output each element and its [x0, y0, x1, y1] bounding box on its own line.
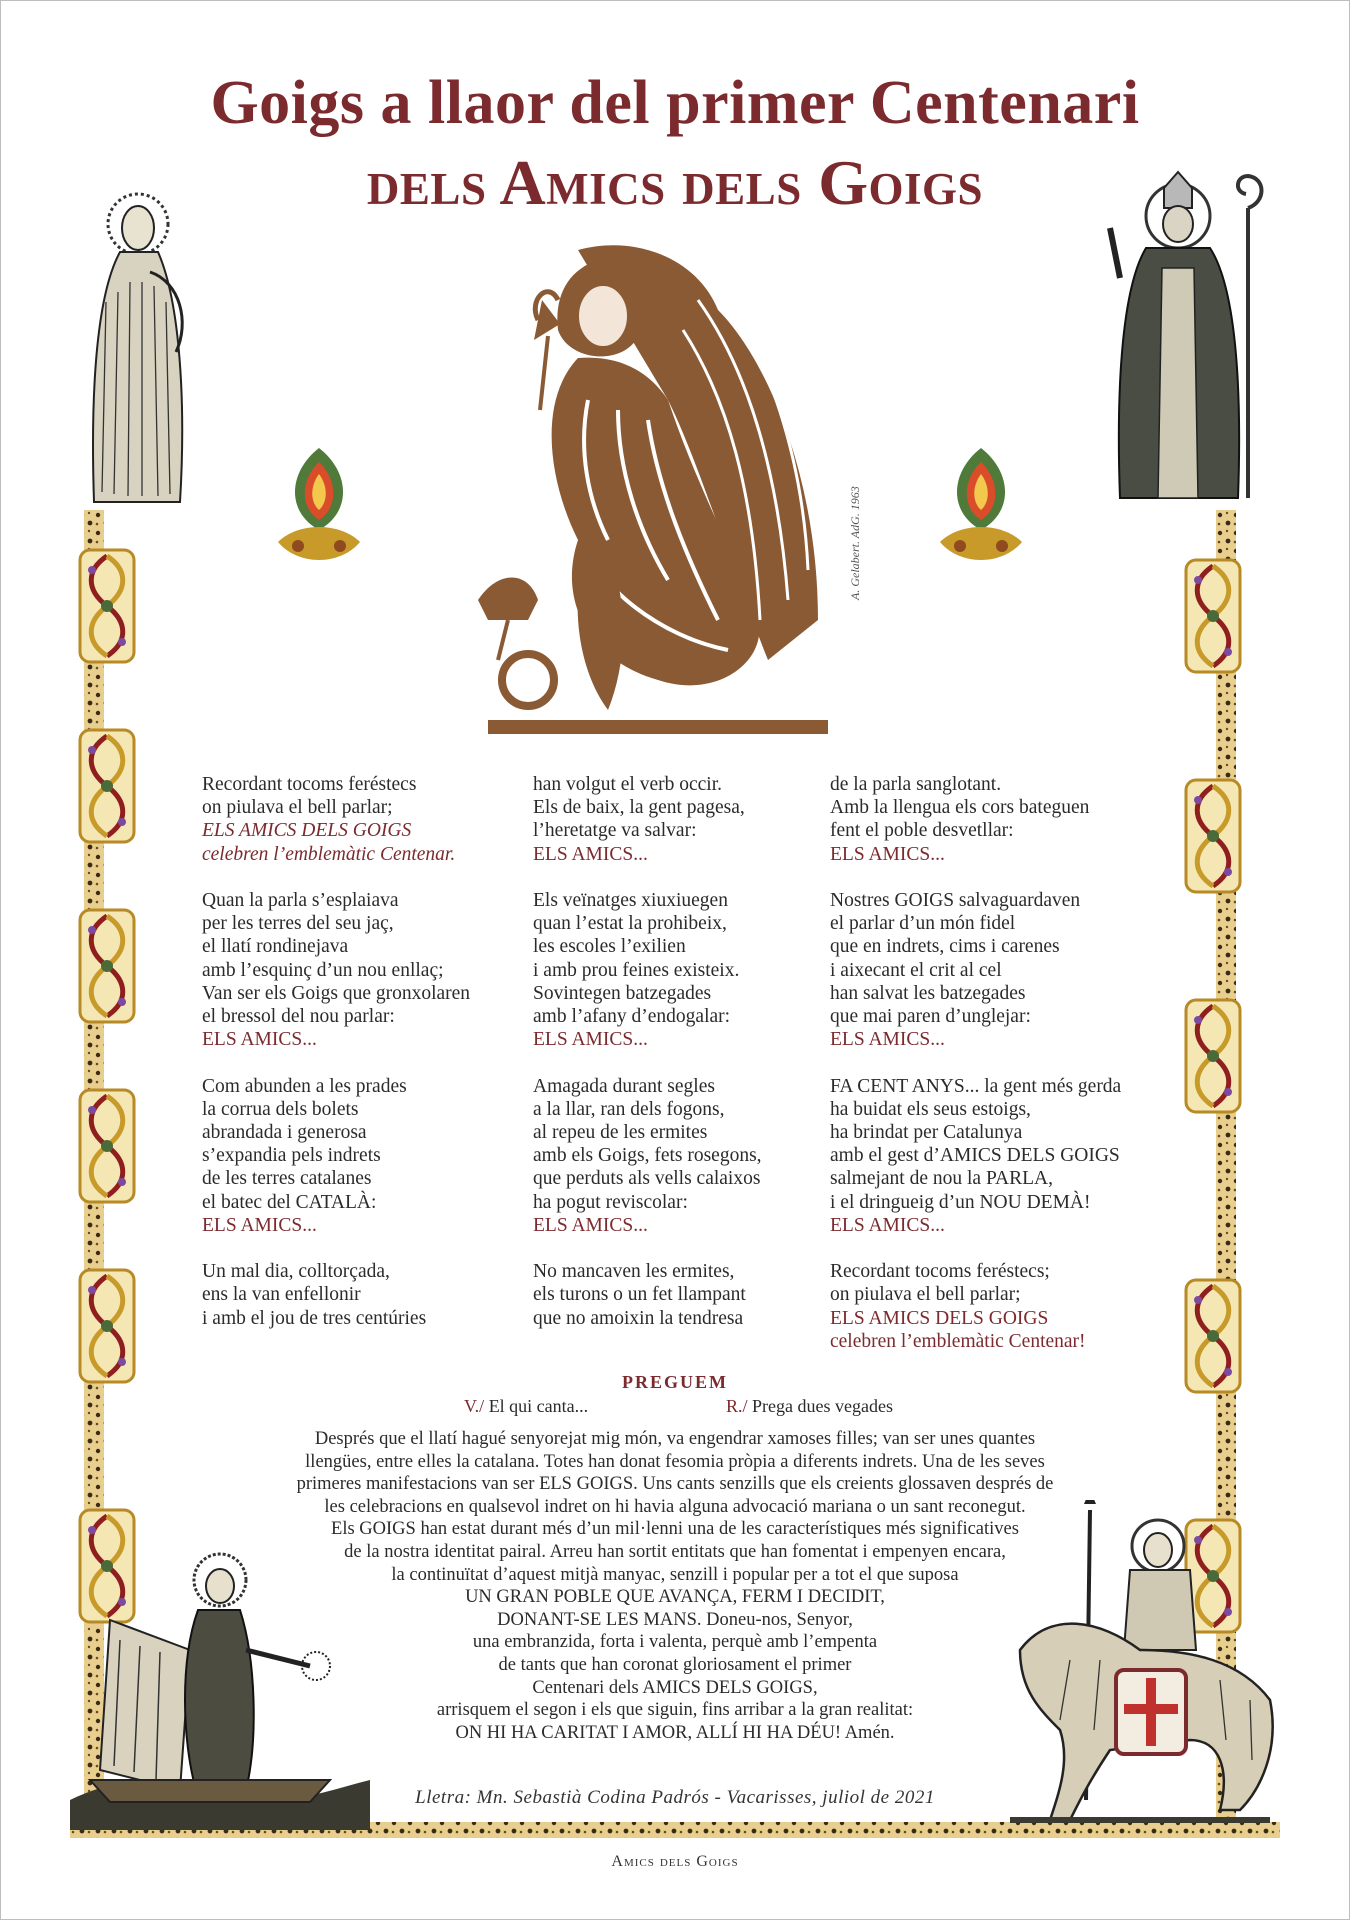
prayer-line: UN GRAN POBLE QUE AVANÇA, FERM I DECIDIT, [465, 1587, 885, 1608]
verse-line: que en indrets, cims i carenes [830, 936, 1060, 958]
verse-line: Els veïnatges xiuxiuegen [533, 890, 728, 911]
prayer-line: una embranzida, forta i valenta, perquè amb l’empenta [472, 1632, 878, 1653]
verse-line: Quan la parla s’esplaiava [202, 890, 399, 911]
stanza [533, 889, 762, 1051]
response [726, 1396, 893, 1417]
stanza [202, 1260, 470, 1330]
verse-line: salmejant de nou la PARLA, [830, 1168, 1053, 1190]
verse-line: han salvat les batzegades [830, 982, 1026, 1004]
prayer-line: ON HI HA CARITAT I AMOR, ALLÍ HI HA DÉU! Amén. [455, 1722, 895, 1743]
verse-line: ens la van enfellonir [202, 1284, 361, 1306]
verse-line: amb l’afany d’endogalar: [533, 1006, 731, 1028]
prayer-line: primeres manifestacions van ser ELS GOIGS. Uns cants senzills que els creients glossaven després de [296, 1474, 1054, 1495]
refrain-line: ELS AMICS... [830, 843, 945, 865]
refrain-line: celebren l’emblemàtic Centenar. [202, 843, 456, 865]
refrain-line: ELS AMICS... [533, 843, 648, 865]
verse-line: ha buidat els seus estoigs, [830, 1098, 1031, 1120]
angel-woodcut [468, 240, 854, 740]
verse-column-1 [202, 773, 470, 1353]
stanza [830, 773, 1121, 866]
verse-line: Amb la llengua els cors bateguen [830, 797, 1090, 819]
prayer-line: de tants que han coronat gloriosament el primer [498, 1654, 852, 1675]
verse-line: el llatí rondinejava [202, 936, 349, 958]
prayer-line: Centenari dels AMICS DELS GOIGS, [532, 1677, 818, 1698]
verse-line: a la llar, ran dels fogons, [533, 1098, 725, 1120]
verse-line: Un mal dia, colltorçada, [202, 1261, 390, 1283]
illustration-credit: A. Gelabert. AdG. 1963 [848, 486, 862, 600]
verse-line: quan l’estat la prohibeix, [533, 913, 727, 935]
verse-line: on piulava el bell parlar; [830, 1284, 1021, 1306]
verse-line: ha brindat per Catalunya [830, 1122, 1023, 1144]
verse-line: Recordant tocoms feréstecs; [830, 1261, 1050, 1283]
prayer-line: de la nostra identitat pairal. Arreu han sortit entitats que han fomentat i empenyen encara, [344, 1541, 1006, 1562]
verse-line: que no amoixin la tendresa [533, 1307, 744, 1329]
verse-line: la corrua dels bolets [202, 1098, 359, 1120]
verse-line: les escoles l’exilien [533, 936, 686, 958]
verse-line: s’expandia pels indrets [202, 1145, 381, 1167]
verse-line: Van ser els Goigs que gronxolaren [202, 982, 471, 1004]
verse-line: han volgut el verb occir. [533, 774, 722, 795]
bishop-saint-woodcut [1098, 168, 1268, 508]
title-line-2: dels Amics dels Goigs [366, 147, 984, 218]
verse-line: els turons o un fet llampant [533, 1284, 746, 1306]
verse-line: Els de baix, la gent pagesa, [533, 797, 745, 819]
verse-line: FA CENT ANYS... la gent més gerda [830, 1075, 1122, 1097]
verse-line: Sovintegen batzegades [533, 982, 712, 1004]
prayer-line: DONANT-SE LES MANS. Doneu-nos, Senyor, [497, 1609, 853, 1630]
verse-line: i aixecant el crit al cel [830, 959, 1002, 981]
refrain-line: ELS AMICS... [533, 1214, 648, 1236]
verse-line: Recordant tocoms feréstecs [202, 774, 417, 795]
stanza [830, 1260, 1121, 1353]
verse-line: el parlar d’un món fidel [830, 913, 1016, 935]
verse-line: amb els Goigs, fets rosegons, [533, 1145, 762, 1167]
prayer-line: arrisquem el segon i els que siguin, fins arribar a la gran realitat: [436, 1700, 914, 1721]
hermit-saint-woodcut [80, 182, 200, 512]
title-line-1: Goigs a llaor del primer Centenari [210, 69, 1140, 137]
verse-line: abrandada i generosa [202, 1122, 367, 1144]
verse-line: de la parla sanglotant. [830, 774, 1002, 795]
response-text: Prega dues vegades [752, 1396, 893, 1416]
stanza [202, 889, 470, 1051]
refrain-line: ELS AMICS DELS GOIGS [830, 1307, 1049, 1329]
prayer-line: Els GOIGS han estat durant més d’un mil·lenni una de les característiques més significatives [331, 1519, 1019, 1540]
verse-line: fent el poble desvetllar: [830, 820, 1014, 842]
refrain-line: ELS AMICS... [830, 1214, 945, 1236]
verse-line: al repeu de les ermites [533, 1122, 708, 1144]
verse-line: de les terres catalanes [202, 1168, 372, 1190]
prayer-heading: PREGUEM [622, 1372, 728, 1392]
stanza [830, 889, 1121, 1051]
versicle-text: El qui canta... [488, 1396, 589, 1416]
flame-ornament-left [268, 442, 370, 572]
stanza [830, 1075, 1121, 1237]
verse-line: i amb prou feines existeix. [533, 959, 740, 981]
verse-line: i amb el jou de tres centúries [202, 1307, 427, 1329]
verse-line: amb l’esquinç d’un nou enllaç; [202, 959, 444, 981]
verse-line: el batec del CATALÀ: [202, 1191, 377, 1213]
signature: Lletra: Mn. Sebastià Codina Padrós - Vacarisses, juliol de 2021 [415, 1787, 935, 1808]
versicle [464, 1396, 588, 1417]
refrain-line: ELS AMICS... [202, 1029, 317, 1051]
response-mark: R./ [726, 1396, 748, 1416]
verse-line: que perduts als vells calaixos [533, 1168, 761, 1190]
stanza [202, 1075, 470, 1237]
prayer-line: la continuïtat d’aquest mitjà manyac, senzill i popular per a tot el que suposa [391, 1564, 959, 1585]
flame-ornament-right [930, 442, 1032, 572]
prayer-line: les celebracions en qualsevol indret on hi havia alguna advocació mariana o un sant reconegut. [324, 1496, 1026, 1517]
verse-line: on piulava el bell parlar; [202, 797, 393, 819]
verse-line: Nostres GOIGS salvaguardaven [830, 890, 1081, 911]
verse-column-2 [533, 773, 762, 1353]
refrain-line: ELS AMICS... [533, 1029, 648, 1051]
verse-line: per les terres del seu jaç, [202, 913, 394, 935]
prayer-line: Després que el llatí hagué senyorejat mig món, va engendrar xamoses filles; van ser unes quantes [314, 1429, 1036, 1449]
stanza [533, 773, 762, 866]
saint-george-horse-woodcut [990, 1500, 1290, 1830]
stanza [533, 1260, 762, 1330]
verse-line: ha pogut reviscolar: [533, 1191, 688, 1213]
verse-column-3 [830, 773, 1121, 1376]
footer-text: Amics dels Goigs [611, 1853, 739, 1870]
verse-line: No mancaven les ermites, [533, 1261, 735, 1283]
prayer-line: llengües, entre elles la catalana. Totes han donat fesomia pròpia a diferents indrets. Una de les seves [305, 1451, 1045, 1472]
verse-line: l’heretatge va salvar: [533, 820, 697, 842]
verse-line: Com abunden a les prades [202, 1075, 407, 1097]
verse-line: Amagada durant segles [533, 1075, 715, 1097]
verse-line: el bressol del nou parlar: [202, 1006, 395, 1028]
refrain-line: ELS AMICS DELS GOIGS [202, 820, 412, 842]
versicle-mark: V./ [464, 1396, 485, 1416]
refrain-line: ELS AMICS... [202, 1214, 317, 1236]
verse-line: que mai paren d’unglejar: [830, 1006, 1031, 1028]
verse-line: amb el gest d’AMICS DELS GOIGS [830, 1145, 1120, 1167]
refrain-line: celebren l’emblemàtic Centenar! [830, 1330, 1086, 1352]
stanza [533, 1075, 762, 1237]
refrain-line: ELS AMICS... [830, 1029, 945, 1051]
verse-line: i el dringueig d’un NOU DEMÀ! [830, 1191, 1091, 1213]
stanza [202, 773, 470, 866]
